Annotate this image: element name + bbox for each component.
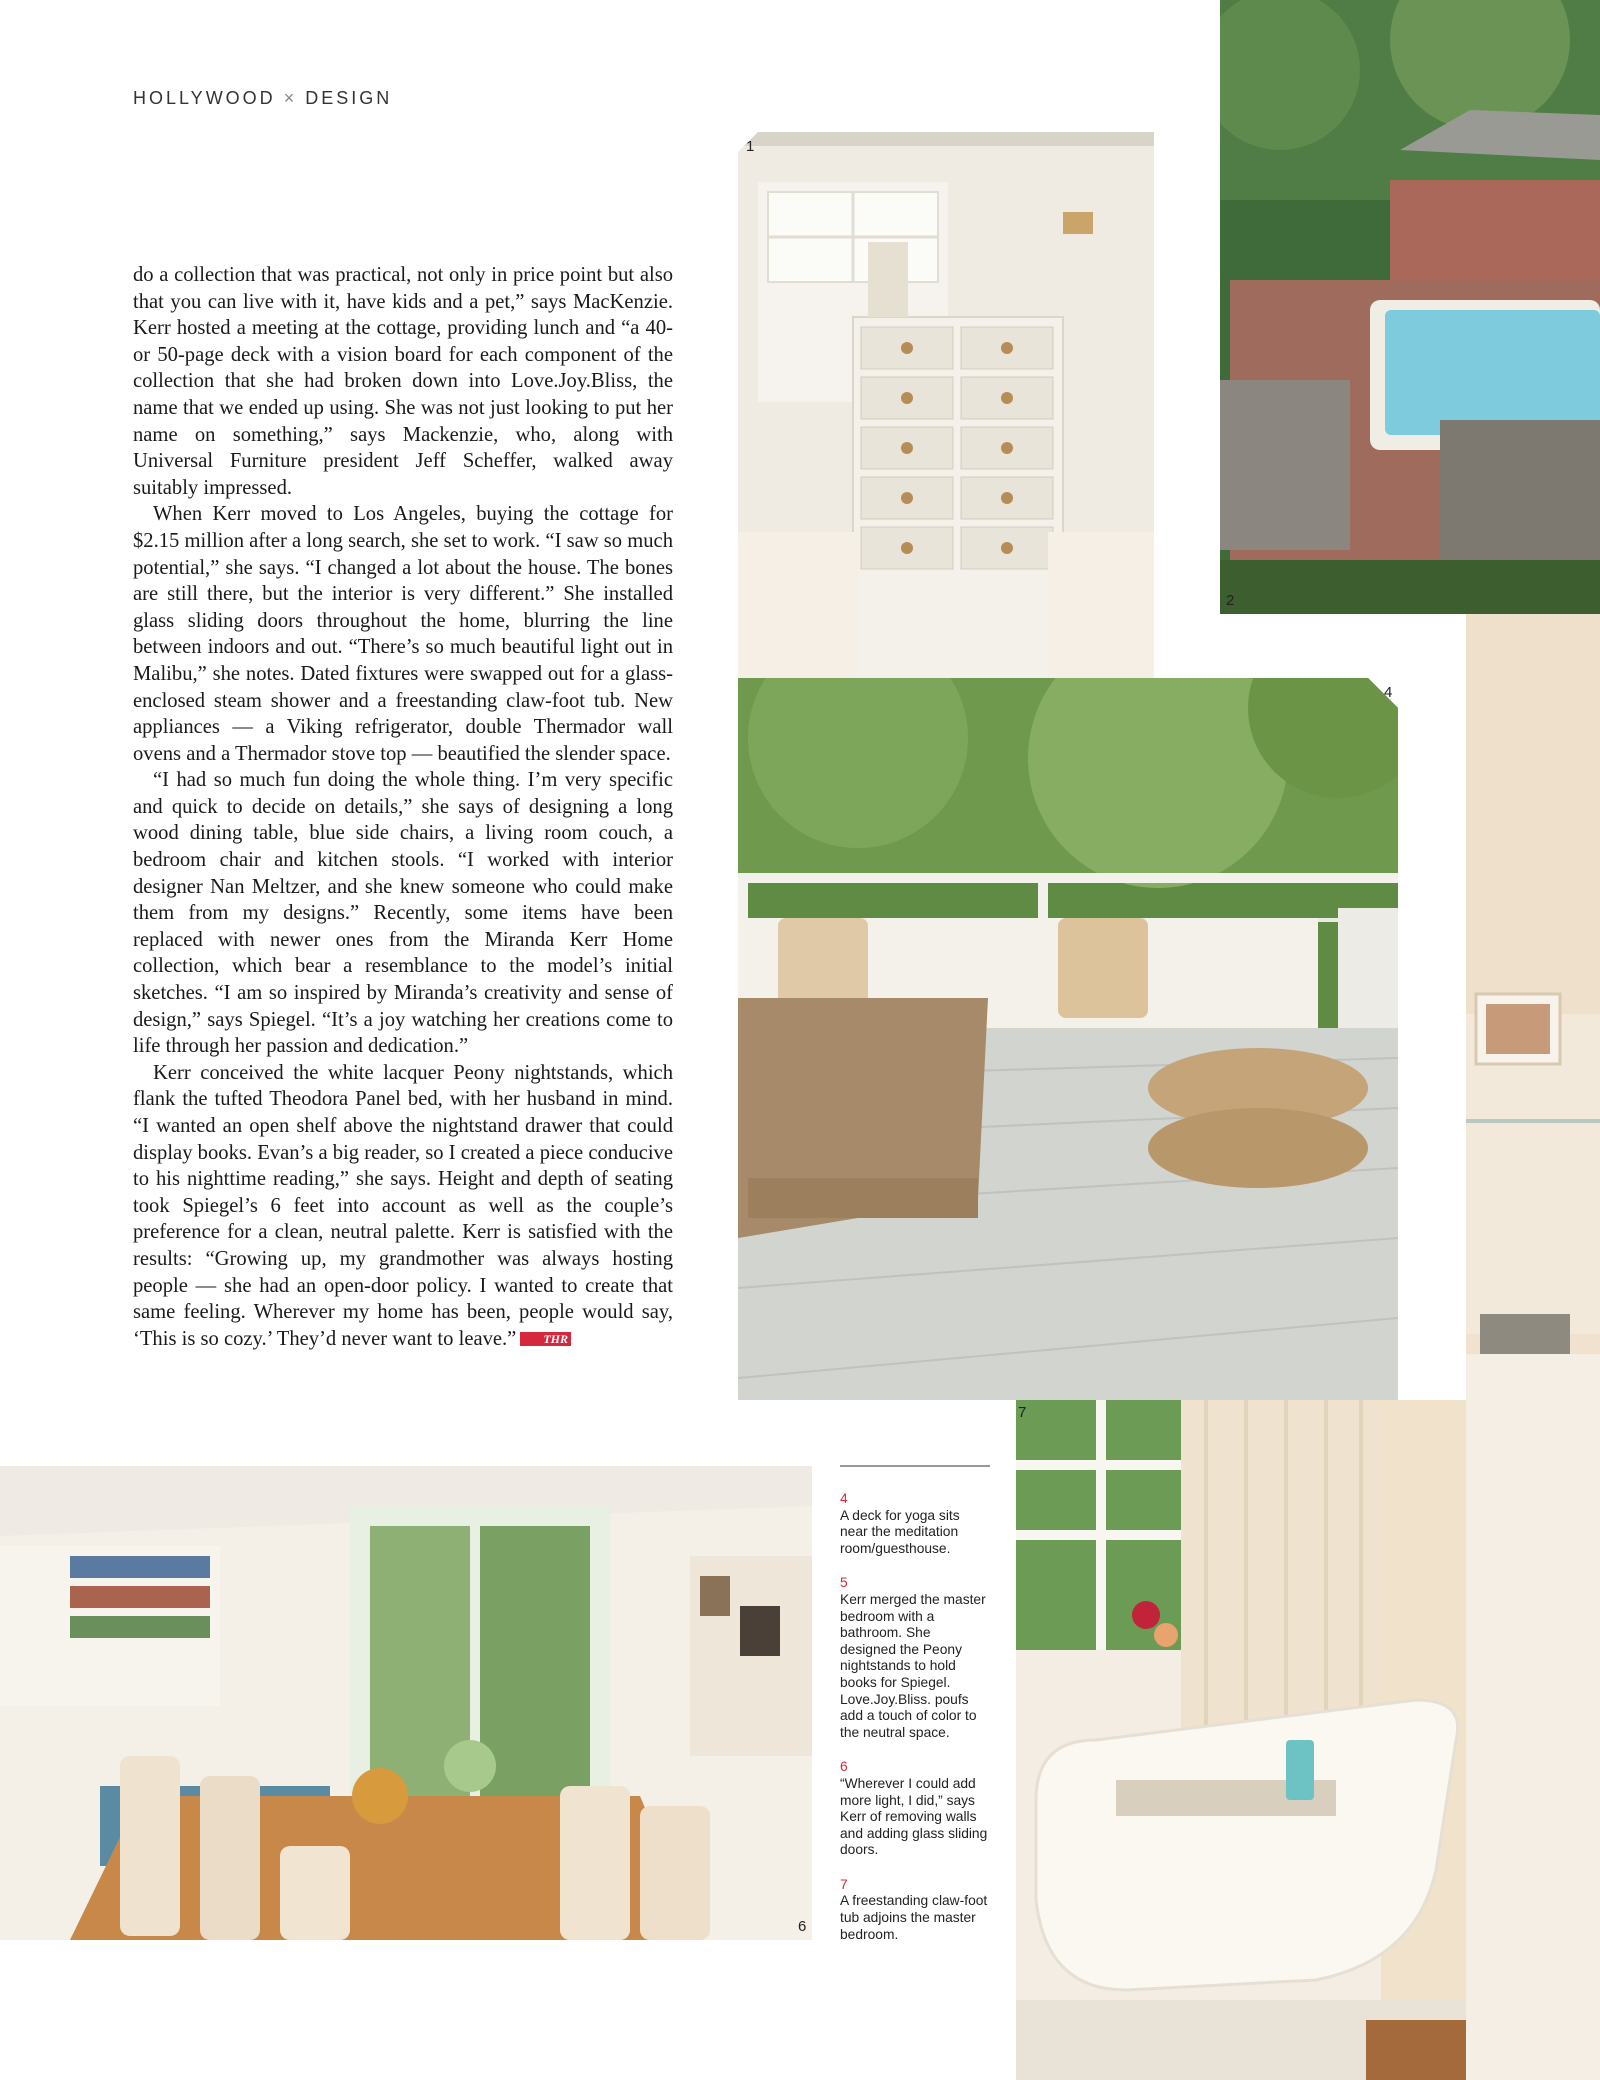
caption-number: 5 [840, 1575, 848, 1591]
caption-item [840, 1575, 990, 1741]
caption-item [840, 1491, 990, 1557]
photo-captions [840, 1465, 990, 1961]
end-mark-logo: THR [520, 1332, 571, 1346]
caption-number: 4 [840, 1491, 848, 1506]
header-left: HOLLYWOOD [133, 88, 276, 108]
dining-room-illustration [0, 1466, 812, 1940]
caption-number: 6 [840, 1759, 848, 1775]
deck-illustration [738, 678, 1398, 1400]
caption-item [840, 1877, 990, 1943]
photo-pool [1220, 0, 1600, 614]
caption-item [840, 1759, 990, 1859]
caption-number: 7 [840, 1876, 848, 1892]
photo-number-6: 6 [798, 1918, 807, 1935]
photo-deck [738, 678, 1398, 1400]
header-right: DESIGN [305, 88, 393, 108]
article-body [133, 262, 673, 1352]
article-paragraph: When Kerr moved to Los Angeles, buying the cottage for $2.15 million after a long search, she set to work. “I saw so much potential,” she says. “I changed a lot about the house. The bones are still there, but the interior is very different.” She installed glass sliding doors throughout the home, blurring the line between indoors and out. “There’s so much beautiful light out in Malibu,” she notes. Dated fixtures were swapped out for a glass-enclosed steam shower and a freestanding claw-foot tub. New appliances — a Viking refrigerator, double Thermador wall ovens and a Thermador stove top — beautified the slender space. [133, 503, 673, 765]
photo-number-7: 7 [1018, 1404, 1027, 1421]
article-paragraph [133, 1060, 673, 1353]
header-separator: × [283, 88, 298, 108]
article-paragraph: “I had so much fun doing the whole thing. I’m very specific and quick to decide on details,” she says of designing a long wood dining table, blue side chairs, a living room couch, a bedroom chair and kitchen stools. “I worked with interior designer Nan Meltzer, and she knew someone who could make them from my designs.” Recently, some items have been replaced with newer ones from the Miranda Kerr Home collection, which bear a resemblance to the model’s initial sketches. “I am so inspired by Miranda’s creativity and sense of design,” says Spiegel. “It’s a joy watching her creations come to life through her passion and dedication.” [133, 769, 673, 1058]
dresser-illustration [738, 132, 1154, 678]
photo-dining-room [0, 1466, 812, 1940]
caption-text: A deck for yoga sits near the meditation room/guesthouse. [840, 1507, 960, 1556]
photo-number-2: 2 [1226, 592, 1235, 609]
photo-number-4: 4 [1384, 684, 1393, 701]
photo-bathtub [1016, 1400, 1466, 2080]
caption-text: A freestanding claw-foot tub adjoins the master bedroom. [840, 1893, 988, 1942]
pool-illustration [1220, 0, 1600, 614]
photo-bathroom-strip [1466, 614, 1600, 2080]
caption-text: “Wherever I could add more light, I did,” says Kerr of removing walls and adding glass sliding doors. [840, 1775, 988, 1858]
caption-text: Kerr merged the master bedroom with a bathroom. She designed the Peony nightstands to hold books for Spiegel. Love.Joy.Bliss. poufs add a touch of color to the neutral space. [840, 1591, 986, 1740]
photo-dresser [738, 132, 1154, 678]
section-header [133, 88, 392, 109]
bathroom-illustration [1466, 614, 1600, 2080]
bathtub-illustration [1016, 1400, 1466, 2080]
photo-number-1: 1 [746, 138, 755, 155]
article-paragraph-text: Kerr conceived the white lacquer Peony nightstands, which flank the tufted Theodora Panel bed, with her husband in mind. “I wanted an open shelf above the nightstand drawer that could display books. Evan’s a big reader, so I created a piece conducive to his nighttime reading,” she says. Height and depth of seating took Spiegel’s 6 feet into account as well as the couple’s preference for a clean, neutral palette. Kerr is satisfied with the results: “Growing up, my grandmother was always hosting people — she had an open-door policy. I wanted to create that same feeling. Wherever my home has been, people would say, ‘This is so cozy.’ They’d never want to leave.” [133, 1061, 673, 1350]
article-paragraph: do a collection that was practical, not only in price point but also that you can live with it, have kids and a pet,” says MacKenzie. Kerr hosted a meeting at the cottage, providing lunch and “a 40- or 50-page deck with a vision board for each component of the collection that she had broken down into Love.Joy.Bliss, the name that we ended up using. She was not just looking to put her name on something,” says Mackenzie, who, along with Universal Furniture president Jeff Scheffer, walked away suitably impressed. [133, 264, 673, 499]
